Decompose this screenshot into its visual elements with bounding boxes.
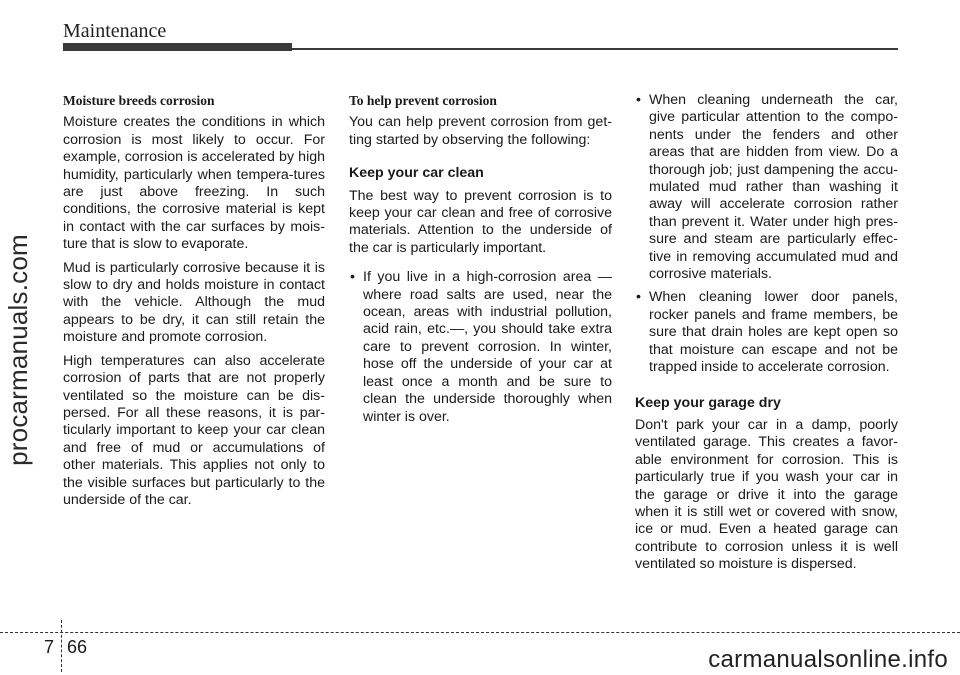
paragraph: Don't park your car in a damp, poorly ventilated garage. This creates a favor-able environment for corrosion. This is particularly true if you wash your car in the garage or drive it into the garage when it is still wet or covered with snow, ice or mud. Even a heated garage can contribute to corrosion unless it is well ventilated so moisture is dispersed. xyxy=(635,416,898,573)
footer-dashed-rule xyxy=(0,632,960,633)
column-1 xyxy=(63,92,325,515)
footer-dashed-divider xyxy=(61,620,62,672)
paragraph: High temperatures can also accelerate corrosion of parts that are not properly ventilated so the moisture can be dis-persed. For all these reasons, it is par-ticularly important to keep your car clean and free of mud or accumulations of other materials. This applies not only to the visible surfaces but particularly to the underside of the car. xyxy=(63,352,325,508)
bullet-item: • When cleaning underneath the car, give particular attention to the compo-nents under the fenders and other areas that are hidden from view. Do a thorough job; just dampening the accu-mulated mud rather than washing it away will accelerate corrosion rather than prevent it. Water under high pres-sure and steam are particularly effec-tive in removing accumulated mud and corrosive materials. xyxy=(635,92,898,283)
bullet-item: • When cleaning lower door panels, rocker panels and frame members, be sure that drain holes are kept open so that moisture can escape and not be trapped inside to accelerate corrosion. xyxy=(635,289,898,376)
section-title: Maintenance xyxy=(63,20,167,42)
paragraph: Mud is particularly corrosive because it is slow to dry and holds moisture in contact with the vehicle. Although the mud appears to be dry, it can still retain the moisture and promote corrosion. xyxy=(63,259,325,346)
column-2 xyxy=(349,92,612,432)
paragraph: You can help prevent corrosion from get-ting started by observing the following: xyxy=(349,114,612,148)
footer-watermark: carmanualsonline.info xyxy=(708,646,948,673)
paragraph: Moisture creates the conditions in which corrosion is most likely to occur. For example, corrosion is accelerated by high humidity, particularly when tempera-tures are just above freezing. In such conditions, the corrosive material is kept in contact with the car surfaces by mois-ture that is slow to evaporate. xyxy=(63,114,325,253)
heading-help-prevent-corrosion: To help prevent corrosion xyxy=(349,93,497,108)
page-number: 66 xyxy=(67,637,88,657)
paragraph: The best way to prevent corrosion is to keep your car clean and free of corrosive materials. Attention to the underside of the car is particularly important. xyxy=(349,187,612,256)
heading-moisture-breeds-corrosion: Moisture breeds corrosion xyxy=(63,93,215,108)
column-3 xyxy=(635,92,898,580)
chapter-number: 7 xyxy=(44,637,55,657)
side-watermark: procarmanuals.com xyxy=(3,234,33,466)
subheading-keep-car-clean: Keep your car clean xyxy=(349,165,484,182)
header-rule xyxy=(292,48,898,50)
header-bar xyxy=(63,43,292,51)
subheading-keep-garage-dry: Keep your garage dry xyxy=(635,394,781,411)
bullet-item: • If you live in a high-corrosion area — where road salts are used, near the ocean, areas with industrial pollution, acid rain, etc.—, you should take extra care to prevent corrosion. In winter, hose off the underside of your car at least once a month and be sure to clean the underside thoroughly when winter is over. xyxy=(349,269,612,426)
